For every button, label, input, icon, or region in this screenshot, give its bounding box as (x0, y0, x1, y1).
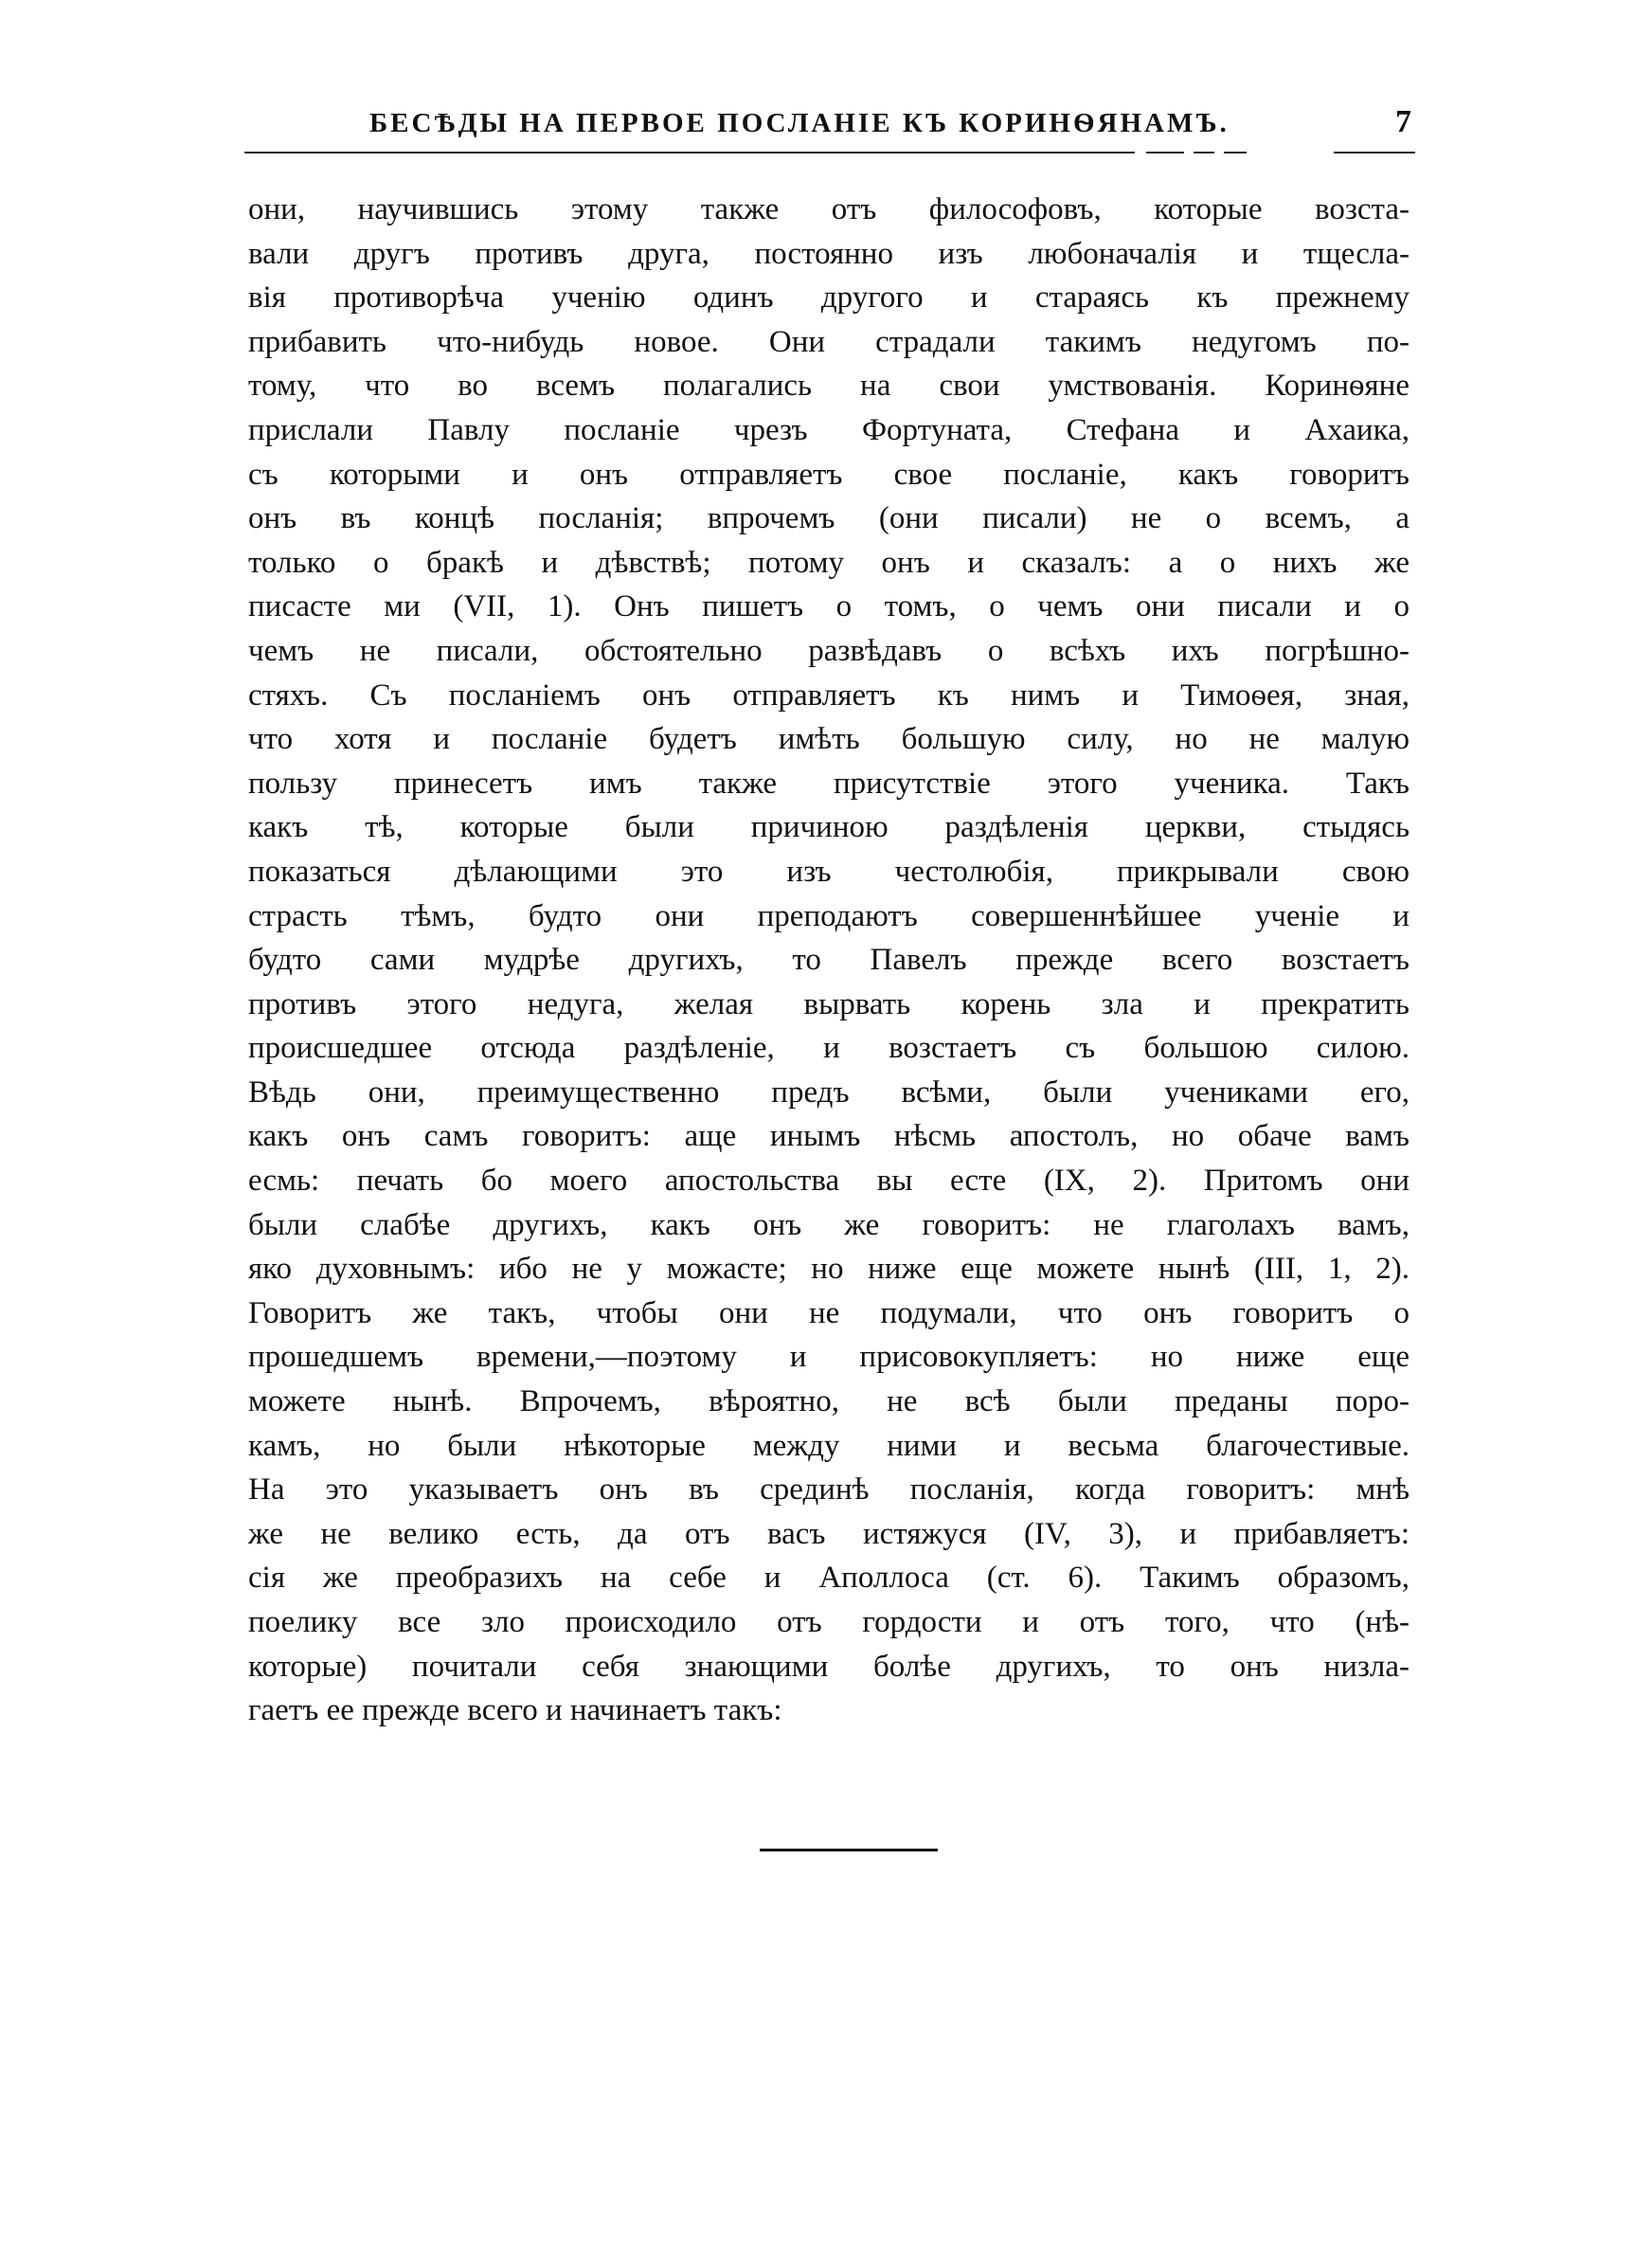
header-rule-dash (1146, 152, 1184, 153)
text-line: были слабѣе другихъ, какъ онъ же говоритъ: не глаголахъ вамъ, (248, 1207, 1410, 1242)
text-line: вали другъ противъ друга, постоянно изъ любоначалія и тщесла- (248, 236, 1410, 271)
text-line: же не велико есть, да отъ васъ истяжуся (IV, 3), и прибавляетъ: (248, 1516, 1410, 1551)
text-line: можете нынѣ. Впрочемъ, вѣроятно, не всѣ были преданы поро- (248, 1384, 1410, 1419)
text-line: какъ онъ самъ говоритъ: аще инымъ нѣсмь апостолъ, но обаче вамъ (248, 1119, 1410, 1154)
page-number: 7 (1395, 104, 1411, 139)
running-head (244, 99, 1415, 146)
end-rule (760, 1849, 938, 1851)
body-text (248, 188, 1410, 1733)
text-line: тому, что во всемъ полагались на свои умствованія. Коринѳяне (248, 369, 1410, 404)
text-line: показаться дѣлающими это изъ честолюбія, прикрывали свою (248, 854, 1410, 889)
text-line: онъ въ концѣ посланія; впрочемъ (они писали) не о всемъ, а (248, 501, 1410, 536)
header-rule-dash (1334, 152, 1415, 153)
text-line: только о бракѣ и дѣвствѣ; потому онъ и сказалъ: а о нихъ же (248, 545, 1410, 580)
text-line: гаетъ ее прежде всего и начинаетъ такъ: (248, 1693, 782, 1728)
text-line: происшедшее отсюда раздѣленіе, и возстаетъ съ большою силою. (248, 1031, 1410, 1066)
running-title: БЕСѢДЫ НА ПЕРВОЕ ПОСЛАНІЕ КЪ КОРИНѲЯНАМЪ. (369, 108, 1230, 138)
text-line: Вѣдь они, преимущественно предъ всѣми, были учениками его, (248, 1074, 1410, 1110)
text-line: пользу принесетъ имъ также присутствіе этого ученика. Такъ (248, 766, 1410, 801)
text-line: яко духовнымъ: ибо не у можасте; но ниже еще можете нынѣ (III, 1, 2). (248, 1252, 1410, 1287)
text-line: стяхъ. Съ посланіемъ онъ отправляетъ къ нимъ и Тимоѳея, зная, (248, 677, 1410, 713)
text-line: они, научившись этому также отъ философовъ, которые возста- (248, 192, 1410, 226)
text-line: сія же преобразихъ на себе и Аполлоса (ст. 6). Такимъ образомъ, (248, 1561, 1410, 1596)
text-line: Говоритъ же такъ, чтобы они не подумали, что онъ говоритъ о (248, 1295, 1410, 1330)
text-line: съ которыми и онъ отправляетъ свое посланіе, какъ говоритъ (248, 457, 1410, 492)
header-rule-dash (1224, 152, 1247, 153)
text-line: писасте ми (VII, 1). Онъ пишетъ о томъ, о чемъ они писали и о (248, 589, 1410, 624)
text-line: поелику все зло происходило отъ гордости и отъ того, что (нѣ- (248, 1605, 1410, 1639)
text-line: которые) почитали себя знающими болѣе другихъ, то онъ низла- (248, 1649, 1410, 1684)
text-line: страсть тѣмъ, будто они преподаютъ совершеннѣйшее ученіе и (248, 898, 1410, 933)
text-line: прошедшемъ времени,—поэтому и присовокупляетъ: но ниже еще (248, 1340, 1410, 1375)
text-line: какъ тѣ, которые были причиною раздѣленія церкви, стыдясь (248, 810, 1410, 845)
text-line: что хотя и посланіе будетъ имѣть большую силу, но не малую (248, 722, 1410, 757)
text-line: вія противорѣча ученію одинъ другого и стараясь къ прежнему (248, 280, 1410, 316)
text-line: На это указываетъ онъ въ срединѣ посланія, когда говоритъ: мнѣ (248, 1472, 1410, 1508)
text-line: есмь: печать бо моего апостольства вы есте (IX, 2). Притомъ они (248, 1164, 1410, 1199)
text-line: прибавить что-нибудь новое. Они страдали такимъ недугомъ по- (248, 324, 1410, 359)
text-line: прислали Павлу посланіе чрезъ Фортуната, Стефана и Ахаика, (248, 412, 1410, 447)
text-line: будто сами мудрѣе другихъ, то Павелъ прежде всего возстаетъ (248, 943, 1410, 978)
text-line: противъ этого недуга, желая вырвать корень зла и прекратить (248, 986, 1410, 1021)
text-line: чемъ не писали, обстоятельно развѣдавъ о всѣхъ ихъ погрѣшно- (248, 633, 1410, 668)
text-line: камъ, но были нѣкоторые между ними и весьма благочестивые. (248, 1428, 1410, 1463)
header-rule-dash (1194, 152, 1214, 153)
